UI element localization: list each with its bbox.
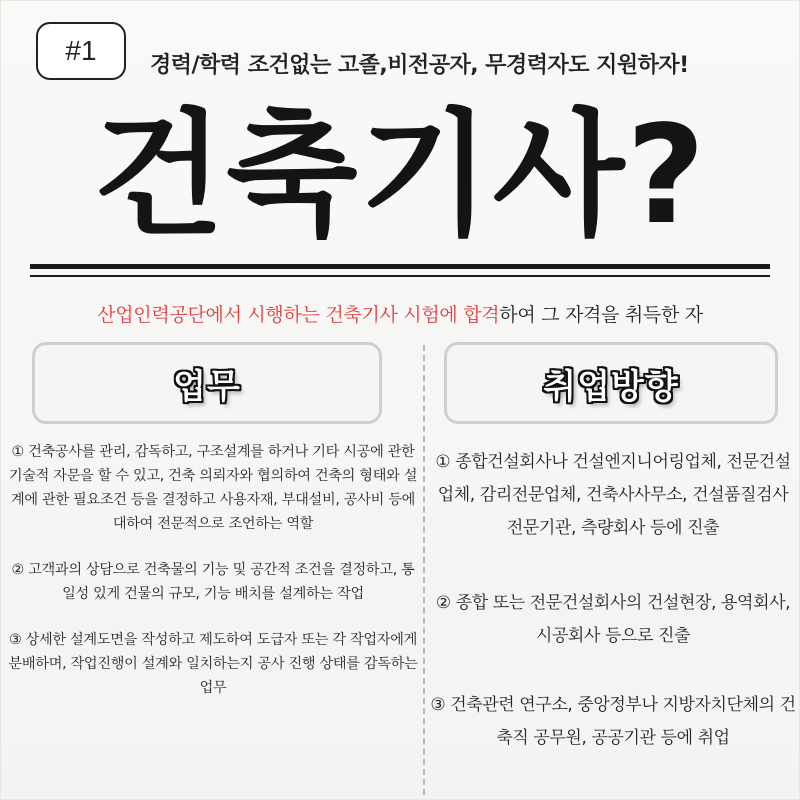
tagline: 경력/학력 조건없는 고졸,비전공자, 무경력자도 지원하자! (150, 53, 689, 78)
definition-line (0, 300, 800, 327)
career-item: ① 종합건설회사나 건설엔지니어링업체, 전문건설업체, 감리전문업체, 건축사사무소, 건설품질검사전문기관, 측량회사 등에 진출 (435, 452, 791, 538)
career-heading: 취업방향 (543, 366, 679, 407)
career-list (430, 446, 796, 791)
definition-highlight: 산업인력공단에서 시행하는 건축기사 시험에 합격 (97, 304, 500, 326)
number-badge: #1 (36, 22, 126, 80)
career-heading-box (444, 342, 778, 424)
duty-item: ③ 상세한 설계도면을 작성하고 제도하여 도급자 또는 각 작업자에게 분배하며, 작업진행이 설계와 일치하는지 공사 진행 상태를 감독하는 업무 (8, 632, 418, 696)
page-title: 건축기사? (92, 97, 708, 255)
title-rule-thick (30, 264, 770, 269)
definition-rest: 하여 그 자격을 취득한 자 (499, 304, 703, 326)
duties-heading-box (32, 342, 382, 424)
career-item: ② 종합 또는 전문건설회사의 건설현장, 용역회사, 시공회사 등으로 진출 (435, 593, 791, 646)
duty-item: ② 고객과의 상담으로 건축물의 기능 및 공간적 조건을 결정하고, 통일성 있게 건물의 규모, 기능 배치를 설계하는 작업 (11, 562, 415, 602)
duty-item: ① 건축공사를 관리, 감독하고, 구조설계를 하거나 기타 시공에 관한 기술적 자문을 할 수 있고, 건축 의뢰자와 협의하여 건축의 형태와 설계에 관한 필요조건 등을 결정하고 사용자재, 부대설비, 공사비 등에 대하여 전문적으로 조언하는 역할 (8, 444, 418, 532)
title-rule-thin (30, 275, 770, 277)
career-item: ③ 건축관련 연구소, 중앙정부나 지방자치단체의 건축직 공무원, 공공기관 등에 취업 (430, 695, 796, 748)
column-divider (423, 345, 425, 795)
duties-list (8, 440, 418, 722)
duties-heading: 업무 (173, 366, 241, 407)
